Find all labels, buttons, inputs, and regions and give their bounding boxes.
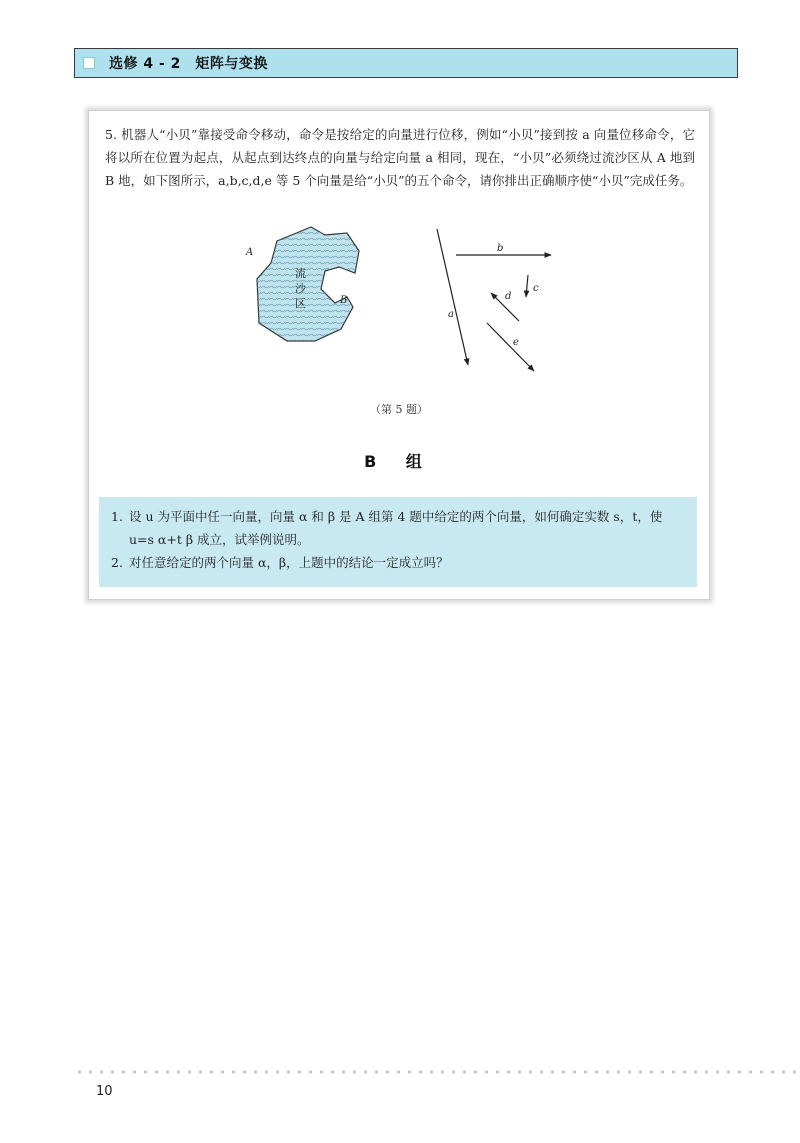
vector-a-label: a [448,309,454,320]
footer-dotted-rule [74,1070,800,1074]
vector-c-label: c [533,283,539,294]
b-item-1-number: 1. [111,509,123,524]
figure-caption: （第 5 题） [370,403,428,416]
section-b-box [99,497,697,587]
page-number: 10 [96,1084,113,1099]
vector-b-label: b [497,243,504,254]
b-item-2 [111,551,685,574]
section-b-title: B 组 [364,452,434,471]
vector-d-label: d [505,291,512,302]
point-a-label: A [246,247,254,258]
vector-e-label: e [513,337,519,348]
chapter-header [74,48,738,78]
vector-e [487,323,534,371]
exercise-panel [88,110,710,600]
b-item-2-number: 2. [111,555,123,570]
region-label-3: 区 [295,297,306,310]
point-b-label: B [340,295,348,306]
vector-c [526,275,528,297]
b-item-2-text: 对任意给定的两个向量 α，β，上题中的结论一定成立吗？ [129,555,449,570]
region-label-2: 沙 [295,282,306,295]
region-label-1: 流 [295,267,306,280]
b-item-1-text: 设 u 为平面中任一向量，向量 α 和 β 是 A 组第 4 题中给定的两个向量，如何确定实数 s，t，使 u=s α+t β 成立，试举例说明。 [129,509,663,547]
chapter-title: 选修 4 - 2 矩阵与变换 [109,56,268,72]
vector-figure [229,223,559,383]
problem-5-text: 5. 机器人“小贝”靠接受命令移动，命令是按给定的向量进行位移，例如“小贝”接到按 a 向量位移命令，它将以所在位置为起点，从起点到达终点的向量与给定向量 a 相同，现在，“小贝”必须绕过流沙区从 A 地到 B 地，如下图所示，a,b,c,d,e 等 5 个向量是给“小贝”的五个命令，请你排出正确顺序使“小贝”完成任务。 [105,127,695,188]
b-item-1 [111,505,685,551]
header-square-icon [83,57,95,69]
vector-a [437,229,468,365]
